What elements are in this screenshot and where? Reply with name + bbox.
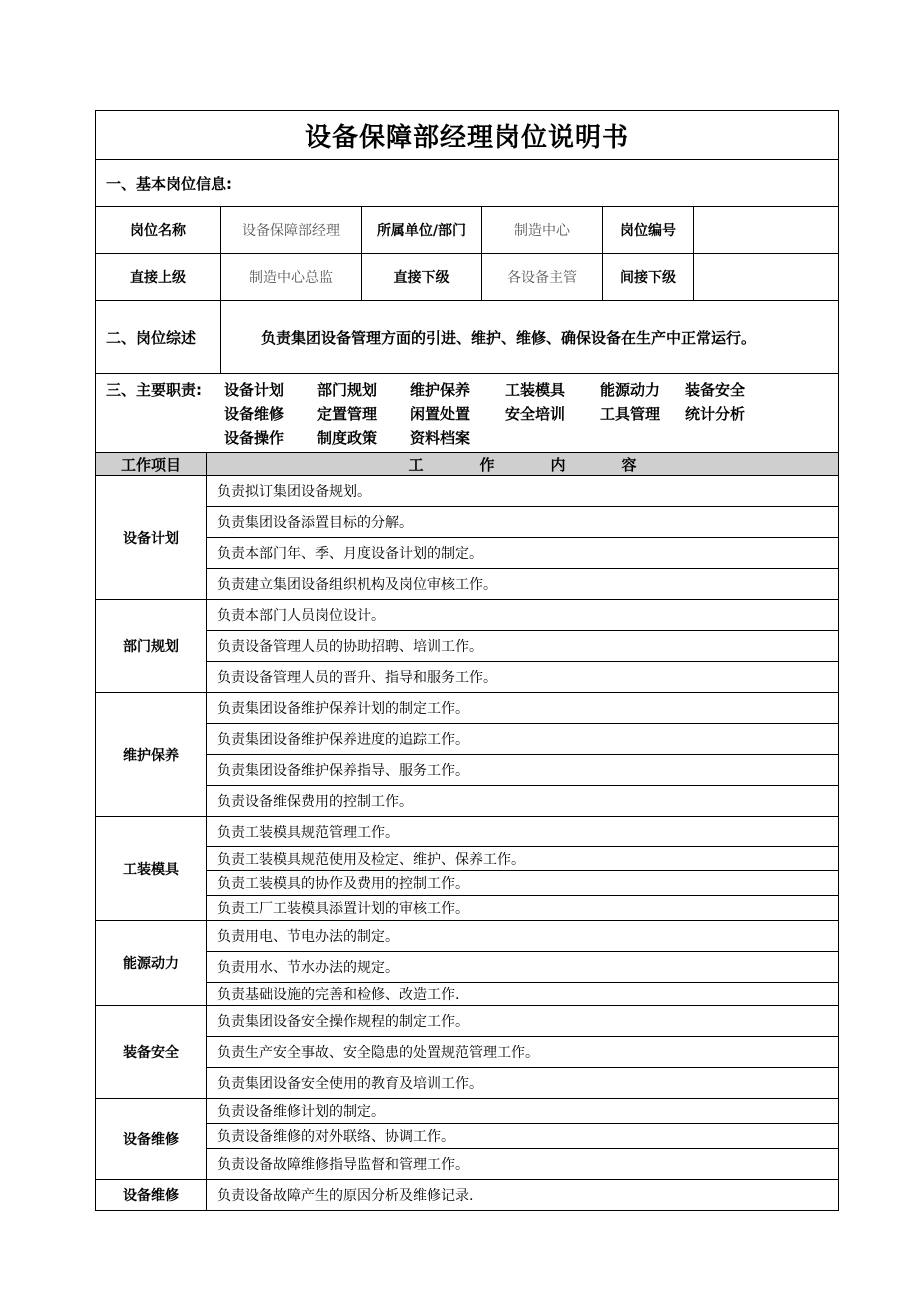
value-department: 制造中心 (482, 207, 603, 254)
work-item: 负责集团设备维护保养进度的追踪工作。 (207, 724, 839, 755)
duty-item: 定置管理 (317, 405, 378, 423)
table-row (96, 786, 839, 817)
duty-item: 设备计划 (224, 381, 285, 399)
header-work-content (207, 453, 839, 476)
duty-item: 资料档案 (410, 429, 471, 447)
table-row (96, 896, 839, 921)
job-description-document (95, 110, 838, 1211)
label-position-name: 岗位名称 (96, 207, 221, 254)
table-row (96, 1099, 839, 1124)
label-indirect-subordinate: 间接下级 (603, 254, 694, 301)
info-row-2 (96, 254, 839, 301)
duty-item: 工装模具 (505, 381, 566, 399)
work-item: 负责工装模具的协作及费用的控制工作。 (207, 871, 839, 896)
table-row (96, 1180, 839, 1211)
table-row (96, 662, 839, 693)
duties-list (224, 378, 765, 450)
table-row (96, 755, 839, 786)
table-row (96, 1068, 839, 1099)
work-category: 能源动力 (96, 921, 207, 1006)
duties-label: 三、主要职责: (106, 381, 202, 399)
value-direct-superior: 制造中心总监 (221, 254, 362, 301)
summary-text: 负责集团设备管理方面的引进、维护、维修、确保设备在生产中正常运行。 (221, 301, 839, 374)
duty-item: 装备安全 (685, 381, 746, 399)
work-item: 负责建立集团设备组织机构及岗位审核工作。 (207, 569, 839, 600)
work-item: 负责集团设备添置目标的分解。 (207, 507, 839, 538)
work-item: 负责用电、节电办法的制定。 (207, 921, 839, 952)
work-item: 负责工厂工装模具添置计划的审核工作。 (207, 896, 839, 921)
summary-row (96, 301, 839, 374)
table-row (96, 724, 839, 755)
table-row (96, 1006, 839, 1037)
work-category: 设备维修 (96, 1180, 207, 1211)
duty-item: 安全培训 (505, 405, 566, 423)
header-content-char: 容 (621, 455, 637, 474)
duty-item: 统计分析 (685, 405, 746, 423)
table-row (96, 817, 839, 847)
header-content-char: 内 (550, 455, 566, 474)
label-position-code: 岗位编号 (603, 207, 694, 254)
value-position-code (694, 207, 839, 254)
value-direct-subordinate: 各设备主管 (482, 254, 603, 301)
table-row (96, 1037, 839, 1068)
duties-cell (96, 374, 839, 453)
duty-item: 维护保养 (410, 381, 471, 399)
table-row (96, 600, 839, 631)
work-category: 装备安全 (96, 1006, 207, 1099)
document-title: 设备保障部经理岗位说明书 (96, 111, 839, 160)
duty-item: 工具管理 (600, 405, 661, 423)
table-row (96, 538, 839, 569)
work-category: 设备维修 (96, 1099, 207, 1180)
table-row (96, 952, 839, 983)
work-item: 负责集团设备维护保养指导、服务工作。 (207, 755, 839, 786)
duty-item: 能源动力 (600, 381, 661, 399)
work-item: 负责工装模具规范使用及检定、维护、保养工作。 (207, 847, 839, 871)
work-category: 设备计划 (96, 476, 207, 600)
work-item: 负责本部门人员岗位设计。 (207, 600, 839, 631)
table-row (96, 847, 839, 871)
work-item: 负责用水、节水办法的规定。 (207, 952, 839, 983)
work-item: 负责集团设备维护保养计划的制定工作。 (207, 693, 839, 724)
label-department: 所属单位/部门 (362, 207, 482, 254)
duty-item: 设备操作 (224, 429, 285, 447)
table-row (96, 569, 839, 600)
table-row (96, 693, 839, 724)
work-item: 负责基础设施的完善和检修、改造工作. (207, 983, 839, 1006)
table-row (96, 476, 839, 507)
table-row (96, 507, 839, 538)
work-item: 负责生产安全事故、安全隐患的处置规范管理工作。 (207, 1037, 839, 1068)
table-row (96, 871, 839, 896)
work-item: 负责拟订集团设备规划。 (207, 476, 839, 507)
work-category: 部门规划 (96, 600, 207, 693)
work-item: 负责设备管理人员的协助招聘、培训工作。 (207, 631, 839, 662)
work-category: 工装模具 (96, 817, 207, 921)
table-row (96, 1124, 839, 1149)
summary-label: 二、岗位综述 (96, 301, 221, 374)
work-item: 负责设备故障产生的原因分析及维修记录. (207, 1180, 839, 1211)
work-item: 负责本部门年、季、月度设备计划的制定。 (207, 538, 839, 569)
table-row (96, 1149, 839, 1180)
duty-item: 设备维修 (224, 405, 285, 423)
work-item: 负责设备管理人员的晋升、指导和服务工作。 (207, 662, 839, 693)
work-item: 负责设备故障维修指导监督和管理工作。 (207, 1149, 839, 1180)
work-item: 负责设备维修的对外联络、协调工作。 (207, 1124, 839, 1149)
duties-row (96, 374, 839, 453)
work-item: 负责设备维保费用的控制工作。 (207, 786, 839, 817)
header-work-item: 工作项目 (96, 453, 207, 476)
work-table (95, 452, 839, 1211)
value-indirect-subordinate (694, 254, 839, 301)
work-item: 负责集团设备安全操作规程的制定工作。 (207, 1006, 839, 1037)
section-basic-info: 一、基本岗位信息: (96, 160, 839, 207)
value-position-name: 设备保障部经理 (221, 207, 362, 254)
info-row-1 (96, 207, 839, 254)
header-content-char: 作 (479, 455, 495, 474)
label-direct-superior: 直接上级 (96, 254, 221, 301)
table-row (96, 631, 839, 662)
work-item: 负责设备维修计划的制定。 (207, 1099, 839, 1124)
header-content-char: 工 (408, 455, 424, 474)
duty-item: 制度政策 (317, 429, 378, 447)
work-table-header (96, 453, 839, 476)
label-direct-subordinate: 直接下级 (362, 254, 482, 301)
duty-item: 部门规划 (317, 381, 378, 399)
duty-item: 闲置处置 (410, 405, 471, 423)
table-row (96, 921, 839, 952)
work-category: 维护保养 (96, 693, 207, 817)
work-item: 负责工装模具规范管理工作。 (207, 817, 839, 847)
top-table (95, 110, 839, 453)
work-item: 负责集团设备安全使用的教育及培训工作。 (207, 1068, 839, 1099)
table-row (96, 983, 839, 1006)
